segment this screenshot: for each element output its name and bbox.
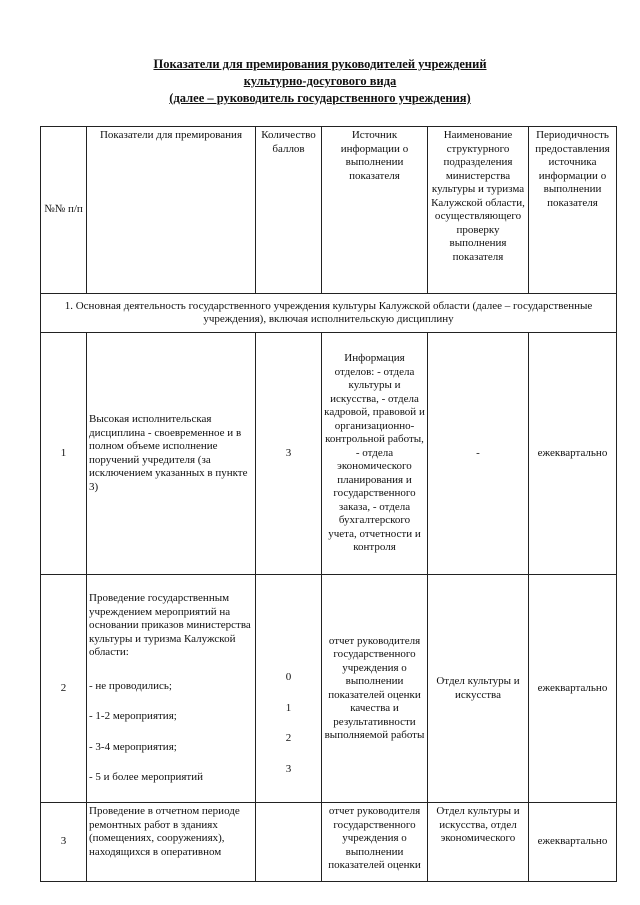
row-period: ежеквартально	[529, 333, 617, 575]
title-line-1: Показатели для премирования руководителей учреждений	[153, 57, 487, 71]
score-value: 1	[285, 701, 292, 714]
header-points: Количество баллов	[256, 127, 322, 294]
row-scores	[256, 575, 322, 803]
row-source: отчет руководителя государственного учреждения о выполнении показателей оценки	[322, 803, 428, 882]
score-value: 0	[285, 671, 292, 683]
row-num: 2	[41, 575, 87, 803]
row-period: ежеквартально	[529, 575, 617, 803]
score-value: 2	[285, 732, 292, 744]
table-row	[41, 575, 617, 803]
title-line-2: культурно-досугового вида	[243, 74, 397, 88]
option-item: - 5 и более мероприятий	[89, 771, 204, 784]
row-indicator: Проведение в отчетном периоде ремонтных работ в зданиях (помещениях, сооружениях), находящихся в оперативном	[87, 803, 256, 882]
row-points: 3	[256, 333, 322, 575]
option-item: - 3-4 мероприятия;	[89, 740, 177, 753]
row-num: 3	[41, 803, 87, 882]
row-department: -	[428, 333, 529, 575]
row-source: Информация отделов: - отдела культуры и искусства, - отдела кадровой, правовой и организационно-контрольной работы, - отдела экономического планирования и государственного заказа, - отдела бухгалтерского учета, отчетности и контроля	[322, 333, 428, 575]
table-row	[41, 333, 617, 575]
row-num: 1	[41, 333, 87, 575]
row-department: Отдел культуры и искусства, отдел экономического	[428, 803, 529, 882]
header-department: Наименование структурного подразделения министерства культуры и туризма Калужской области, осуществляющего проверку выполнения показателя	[428, 127, 529, 294]
section-1-title: 1. Основная деятельность государственного учреждения культуры Калужской области (далее – государственные учреждения), включая исполнительскую дисциплину	[41, 294, 617, 333]
score-value: 3	[285, 762, 292, 775]
header-num: №№ п/п	[41, 127, 87, 294]
header-indicators: Показатели для премирования	[87, 127, 256, 294]
row-department: Отдел культуры и искусства	[428, 575, 529, 803]
document-title	[0, 56, 640, 107]
title-line-3: (далее – руководитель государственного учреждения)	[169, 91, 471, 105]
option-item: - 1-2 мероприятия;	[89, 710, 177, 723]
row-indicator-cell	[87, 575, 256, 803]
option-item: - не проводились;	[89, 679, 172, 692]
row-source: отчет руководителя государственного учреждения о выполнении показателей оценки качества и результативности выполняемой работы	[322, 575, 428, 803]
row-indicator: Высокая исполнительская дисциплина - своевременное и в полном объеме исполнение поручений учредителя (за исключением указанных в пункте 3)	[87, 333, 256, 575]
table-row	[41, 803, 617, 882]
indicators-table	[40, 126, 617, 882]
row-period: ежеквартально	[529, 803, 617, 882]
table-header-row	[41, 127, 617, 294]
row-indicator: Проведение государственным учреждением мероприятий на основании приказов министерства культуры и туризма Калужской области:	[89, 592, 251, 659]
options-list	[89, 680, 253, 785]
header-period: Периодичность предоставления источника информации о выполнении показателя	[529, 127, 617, 294]
row-points	[256, 803, 322, 882]
section-row	[41, 294, 617, 333]
header-source: Источник информации о выполнении показателя	[322, 127, 428, 294]
